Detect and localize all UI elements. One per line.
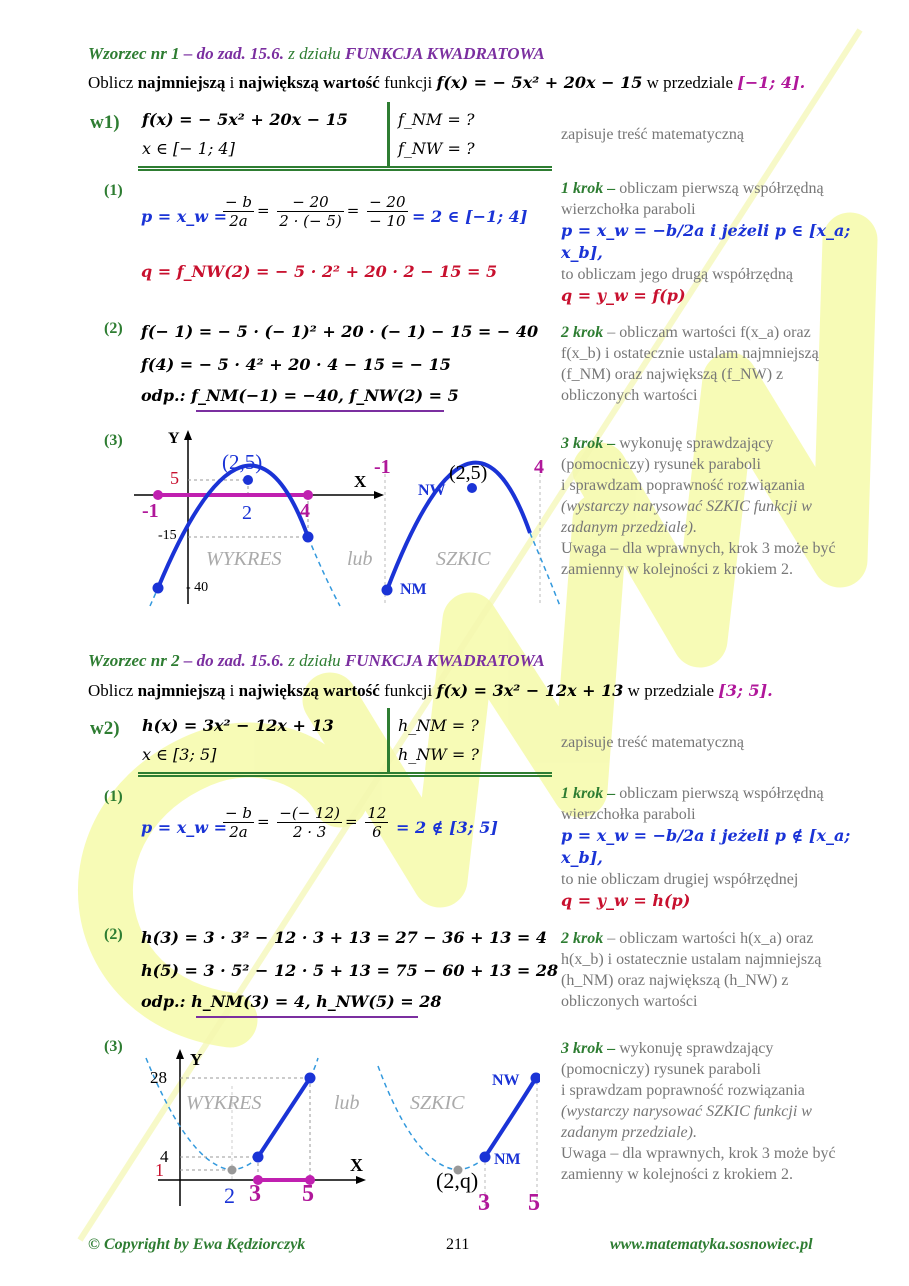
step3-2-note-b: i sprawdzam poprawność rozwiązania — [561, 1082, 805, 1099]
task2-b1: najmniejszą — [137, 681, 226, 700]
line2-2a: h(3) = 3 · 3² − 12 · 3 + 13 = 27 − 36 + 13 = 4 — [141, 928, 548, 947]
g2-x-label: X — [350, 1155, 363, 1175]
section1-task — [88, 73, 805, 93]
g1-four: 4 — [300, 500, 310, 522]
p-result: = 2 ∈ [−1; 4] — [412, 207, 528, 226]
g2-n1: 1 — [155, 1160, 164, 1180]
step1-2-note — [561, 783, 851, 912]
step1-2-note-b: p = x_w = −b/2a i jeżeli p ∉ [x_a; x_b], — [561, 826, 851, 867]
step1-note-c: to obliczam jego drugą współrzędną — [561, 266, 793, 283]
g2-n4: 4 — [160, 1147, 169, 1166]
task-b2: największą wartość — [238, 73, 380, 92]
task2-mid: i — [225, 681, 239, 700]
z-dzialu: z działu — [284, 44, 345, 63]
step3-note-a: wykonuję sprawdzający (pomocniczy) rysunek paraboli — [561, 435, 774, 473]
step1-note-a: obliczam pierwszą współrzędną wierzchołka paraboli — [561, 180, 824, 218]
p-equation: p = x_w = — [141, 207, 228, 226]
step3-note-b: i sprawdzam poprawność rozwiązania — [561, 477, 805, 494]
g2-vertex: (2,q) — [436, 1168, 479, 1193]
answer: odp.: f_NM(−1) = −40, f_NW(2) = 5 — [141, 386, 459, 405]
task-post1: funkcji — [379, 73, 437, 92]
find2-nw: h_NW = ? — [398, 745, 479, 764]
step2-note — [561, 322, 851, 406]
fraction2: $\frac{- b}{2a}$ = $\frac{-(- 12)}{2 \cdot 3}$ = $\frac{12}{6}$ — [225, 804, 387, 841]
zad2-ref: – do zad. 15.6. — [179, 651, 284, 670]
step3-note-k: 3 krok – — [561, 435, 616, 452]
step1-2-note-k: 1 krok – — [561, 785, 616, 802]
section2-header — [88, 651, 545, 671]
task-pre: Oblicz — [88, 73, 138, 92]
answer2-underline — [196, 1016, 418, 1018]
g2-sk-5: 5 — [528, 1190, 540, 1216]
frac1-num: − b — [225, 193, 252, 211]
frac2-den: 2 · (− 5) — [279, 212, 342, 230]
step2-note-text: – obliczam wartości f(x_a) oraz f(x_b) i ostatecznie ustalam najmniejszą (f_NM) oraz największą (f_NW) z obliczonych wartości — [561, 324, 819, 404]
task-formula: f(x) = − 5x² + 20x − 15 — [436, 73, 643, 92]
q-line: q = f_NW(2) = − 5 · 2² + 20 · 2 − 15 = 5 — [141, 262, 498, 281]
dzial-name: FUNKCJA KWADRATOWA — [344, 44, 545, 63]
g2-nm: NM — [494, 1151, 521, 1168]
g2-sk-3: 3 — [478, 1190, 490, 1216]
g2-szkic: SZKIC — [410, 1092, 465, 1114]
g2-y-label: Y — [190, 1050, 203, 1069]
g1-five: 5 — [170, 468, 179, 488]
given2-underline — [138, 772, 552, 774]
step3-note-d: Uwaga – dla wprawnych, krok 3 może być zamienny w kolejności z krokiem 2. — [561, 540, 836, 578]
find2-nm: h_NM = ? — [398, 716, 479, 735]
g2-three: 3 — [249, 1181, 261, 1207]
line2b: f(4) = − 5 · 4² + 20 · 4 − 15 = − 15 — [141, 355, 451, 374]
frac2-3-num: 12 — [367, 804, 387, 822]
given-function: f(x) = − 5x² + 20x − 15 — [142, 110, 348, 129]
answer-underline — [196, 410, 444, 412]
given-underline — [138, 166, 552, 168]
g1-wykres: WYKRES — [206, 548, 282, 570]
frac2-1-den: 2a — [229, 823, 248, 841]
g1-m15: -15 — [158, 528, 177, 543]
step2-2-note — [561, 928, 851, 1012]
step1-note-k: 1 krok – — [561, 180, 616, 197]
g1-nw: NW — [418, 482, 446, 499]
frac2-3-den: 6 — [372, 823, 382, 841]
g1-szkic: SZKIC — [436, 548, 491, 570]
g2-five: 5 — [302, 1181, 314, 1207]
note2-zapis: zapisuje treść matematyczną — [561, 734, 745, 751]
task2-post2: w przedziale — [623, 681, 719, 700]
g1-vertex-label — [222, 450, 262, 475]
frac2-2-num: −(− 12) — [279, 804, 340, 822]
zad-ref: – do zad. 15.6. — [179, 44, 284, 63]
footer-url[interactable]: www.matematyka.sosnowiec.pl — [610, 1236, 813, 1253]
step3-2-note-k: 3 krok – — [561, 1040, 616, 1057]
task-post2: w przedziale — [642, 73, 738, 92]
task-mid: i — [225, 73, 239, 92]
task2-interval: [3; 5]. — [718, 681, 773, 700]
g1-m40: - 40 — [186, 580, 209, 595]
frac2-2-den: 2 · 3 — [292, 823, 327, 841]
step3-2-note-c: (wystarczy narysować SZKIC funkcji w zadanym przedziale). — [561, 1103, 812, 1141]
given2-function: h(x) = 3x² − 12x + 13 — [142, 716, 334, 735]
given2-separator — [387, 708, 390, 772]
p2-equation: p = x_w = — [141, 818, 228, 837]
task2-formula: f(x) = 3x² − 12x + 13 — [436, 681, 624, 700]
frac3-num: − 20 — [369, 193, 406, 211]
task2-post1: funkcji — [379, 681, 437, 700]
find-nm: f_NM = ? — [398, 110, 475, 129]
step2-2-note-k: 2 krok — [561, 930, 604, 947]
answer2: odp.: h_NM(3) = 4, h_NW(5) = 28 — [141, 992, 442, 1011]
z-dzialu2: z działu — [284, 651, 345, 670]
footer-copyright: © Copyright by Ewa Kędziorczyk — [88, 1236, 306, 1253]
g1-sk-4: 4 — [534, 456, 544, 478]
w2-label: w2) — [90, 718, 120, 739]
step2-note-k: 2 krok — [561, 324, 604, 341]
step1-note — [561, 178, 851, 307]
step2-2-label: (2) — [104, 926, 123, 943]
task-b1: najmniejszą — [137, 73, 226, 92]
task-interval: [−1; 4]. — [737, 73, 806, 92]
find-nw: f_NW = ? — [398, 139, 475, 158]
step3-note — [561, 433, 851, 580]
wzorzec2-title: Wzorzec nr 2 — [88, 651, 180, 670]
step1-label: (1) — [104, 182, 123, 199]
step1-note-d: q = y_w = f(p) — [561, 286, 686, 305]
step3-2-label: (3) — [104, 1038, 123, 1055]
step3-2-note-a: wykonuję sprawdzający (pomocniczy) rysunek paraboli — [561, 1040, 774, 1078]
g2-lub: lub — [334, 1092, 360, 1114]
wzorzec-title: Wzorzec nr 1 — [88, 44, 180, 63]
step2-2-note-text: – obliczam wartości h(x_a) oraz h(x_b) i ostatecznie ustalam najmniejszą (h_NM) oraz największą (h_NW) z obliczonych wartości — [561, 930, 822, 1010]
frac3-den: − 10 — [369, 212, 406, 230]
g2-n28: 28 — [150, 1068, 167, 1087]
page-number: 211 — [446, 1236, 470, 1253]
line2-2b: h(5) = 3 · 5² − 12 · 5 + 13 = 75 − 60 + 13 = 28 — [141, 961, 559, 980]
g1-sk-vertex: (2,5) — [449, 462, 488, 484]
g2-nw: NW — [492, 1072, 520, 1089]
section1-header — [88, 44, 545, 64]
given-separator — [387, 102, 390, 166]
step3-label: (3) — [104, 432, 123, 449]
g1-y-label: Y — [168, 430, 180, 447]
step3-2-note — [561, 1038, 851, 1185]
p2-result: = 2 ∉ [3; 5] — [396, 818, 498, 837]
step1-2-note-c: to nie obliczam drugiej współrzędnej — [561, 871, 799, 888]
g1-sk-m1: -1 — [374, 456, 391, 478]
task2-b2: największą wartość — [238, 681, 380, 700]
g2-two: 2 — [224, 1183, 235, 1208]
step2-label: (2) — [104, 320, 123, 337]
frac2-1-num: − b — [225, 804, 252, 822]
g1-x-label: X — [354, 472, 367, 491]
g1-m1: -1 — [142, 500, 159, 522]
g1-vertex: (2,5) — [222, 450, 263, 474]
given-domain: x ∈ [− 1; 4] — [142, 139, 235, 158]
step3-2-note-d: Uwaga – dla wprawnych, krok 3 może być zamienny w kolejności z krokiem 2. — [561, 1145, 836, 1183]
step1-2-note-d: q = y_w = h(p) — [561, 891, 691, 910]
step1-2-label: (1) — [104, 788, 123, 805]
given2-domain: x ∈ [3; 5] — [142, 745, 217, 764]
dzial2-name: FUNKCJA KWADRATOWA — [344, 651, 545, 670]
g1-lub: lub — [347, 548, 373, 570]
g2-wykres: WYKRES — [186, 1092, 262, 1114]
w1-label: w1) — [90, 112, 120, 133]
frac2-num: − 20 — [277, 193, 343, 212]
frac1-den: 2a — [229, 212, 248, 230]
step1-2-note-a: obliczam pierwszą współrzędną wierzchołka paraboli — [561, 785, 824, 823]
task2-pre: Oblicz — [88, 681, 138, 700]
line2a: f(− 1) = − 5 · (− 1)² + 20 · (− 1) − 15 = − 40 — [141, 322, 539, 341]
g1-nm: NM — [400, 581, 427, 598]
step1-note-b: p = x_w = −b/2a i jeżeli p ∈ [x_a; x_b], — [561, 221, 851, 262]
note-zapis: zapisuje treść matematyczną — [561, 126, 745, 143]
g1-two: 2 — [242, 502, 252, 524]
step3-note-c: (wystarczy narysować SZKIC funkcji w zadanym przedziale). — [561, 498, 812, 536]
fraction-1: $\frac{- b}{2a}$ = $\frac{- 20}{2 \cdot (- 5)}$ = $\frac{- 20}{- 10}$ — [225, 193, 406, 230]
section2-task — [88, 681, 773, 701]
